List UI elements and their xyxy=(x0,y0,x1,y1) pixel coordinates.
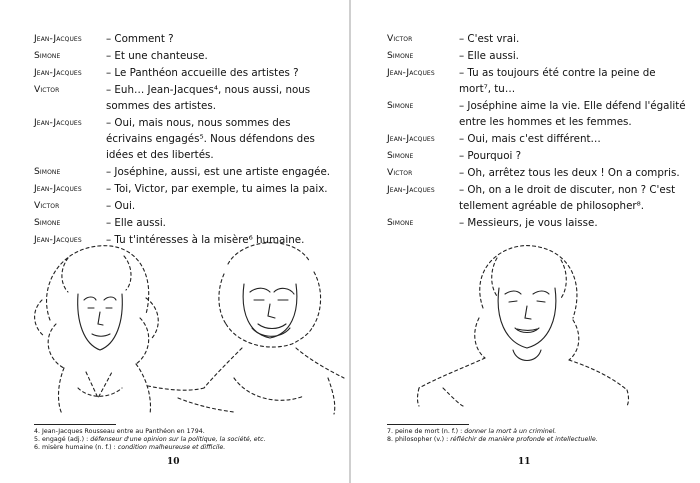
footnotes-left xyxy=(34,424,334,452)
speaker-name: Victor xyxy=(387,167,413,178)
speech-text: – Et une chanteuse. xyxy=(106,50,208,62)
speaker-name: Jean-Jacques xyxy=(34,183,82,194)
dialogue-line xyxy=(387,165,687,181)
dialogue-line xyxy=(34,181,334,197)
speaker-name: Jean-Jacques xyxy=(34,33,82,44)
speech-text: – Elle aussi. xyxy=(106,217,166,229)
dialogue-line xyxy=(387,31,687,47)
speaker-name: Simone xyxy=(387,217,414,228)
footnote xyxy=(34,428,334,436)
speech-text: – Messieurs, je vous laisse. xyxy=(459,217,598,229)
footnote-term: 8. philosopher (v.) : xyxy=(387,436,451,443)
footnote xyxy=(34,436,334,444)
speech-text: – Tu as toujours été contre la peine de mort⁷, tu… xyxy=(459,67,656,95)
speech-text: – Oh, arrêtez tous les deux ! On a compris. xyxy=(459,167,680,179)
speaker-name: Victor xyxy=(34,200,60,211)
speech-text: – Toi, Victor, par exemple, tu aimes la paix. xyxy=(106,183,328,195)
speaker-name: Jean-Jacques xyxy=(34,117,82,128)
dialogue-line xyxy=(387,131,687,147)
illustration-two-men xyxy=(28,228,349,416)
dialogue-line xyxy=(34,115,334,163)
footnote xyxy=(34,444,334,452)
dialogue-line xyxy=(34,31,334,47)
footnote xyxy=(387,436,687,444)
page-left xyxy=(0,0,349,483)
footnote-def: donner la mort à un criminel. xyxy=(464,428,557,435)
dialogue-line xyxy=(387,215,687,231)
page-right xyxy=(351,0,700,483)
footnote-def: défenseur d'une opinion sur la politique, la société, etc. xyxy=(90,436,266,443)
speaker-name: Jean-Jacques xyxy=(387,184,435,195)
speaker-name: Simone xyxy=(387,100,414,111)
dialogue-line xyxy=(34,82,334,114)
speech-text: – Oui, mais nous, nous sommes des écrivains engagés⁵. Nous défendons des idées et des libertés. xyxy=(106,117,315,161)
dialogue-line xyxy=(34,164,334,180)
footnote xyxy=(387,428,687,436)
speech-text: – Euh… Jean-Jacques⁴, nous aussi, nous sommes des artistes. xyxy=(106,84,311,112)
dialogue-line xyxy=(387,98,687,130)
footnote-def: condition malheureuse et difficile. xyxy=(117,444,226,451)
footnote-term: 5. engagé (adj.) : xyxy=(34,436,91,443)
footnote-term: 6. misère humaine (n. f.) : xyxy=(34,444,118,451)
speaker-name: Simone xyxy=(34,50,61,61)
speech-text: – Oh, on a le droit de discuter, non ? C'est tellement agréable de philosopher⁸. xyxy=(459,184,676,212)
speaker-name: Simone xyxy=(387,150,414,161)
dialogue-line xyxy=(387,148,687,164)
dialogue-right xyxy=(387,31,687,232)
speech-text: – Elle aussi. xyxy=(459,50,519,62)
footnote-term: 7. peine de mort (n. f.) : xyxy=(387,428,465,435)
illustration-woman xyxy=(413,238,633,408)
speaker-name: Simone xyxy=(34,217,61,228)
speaker-name: Victor xyxy=(387,33,413,44)
speaker-name: Simone xyxy=(34,166,61,177)
speaker-name: Jean-Jacques xyxy=(387,67,435,78)
footnote-rule xyxy=(387,424,469,425)
speaker-name: Simone xyxy=(387,50,414,61)
speech-text: – Oui, mais c'est différent… xyxy=(459,133,601,145)
speech-text: – Tu t'intéresses à la misère⁶ humaine. xyxy=(106,234,305,246)
speech-text: – Le Panthéon accueille des artistes ? xyxy=(106,67,299,79)
footnote-def: réfléchir de manière profonde et intellectuelle. xyxy=(450,436,598,443)
speaker-name: Jean-Jacques xyxy=(34,67,82,78)
page-number: 11 xyxy=(518,457,531,467)
footnotes-right xyxy=(387,424,687,444)
speaker-name: Jean-Jacques xyxy=(34,234,82,245)
speaker-name: Jean-Jacques xyxy=(387,133,435,144)
speech-text: – Joséphine, aussi, est une artiste engagée. xyxy=(106,166,331,178)
footnote-term: 4. Jean-Jacques Rousseau entre au Panthéon en 1794. xyxy=(34,428,205,435)
speech-text: – Joséphine aime la vie. Elle défend l'égalité entre les hommes et les femmes. xyxy=(459,100,686,128)
page-number: 10 xyxy=(167,457,180,467)
speaker-name: Victor xyxy=(34,84,60,95)
dialogue-left xyxy=(34,31,334,249)
dialogue-line xyxy=(34,48,334,64)
footnote-rule xyxy=(34,424,116,425)
speech-text: – Oui. xyxy=(106,200,136,212)
dialogue-line xyxy=(387,182,687,214)
dialogue-line xyxy=(387,65,687,97)
dialogue-line xyxy=(34,198,334,214)
dialogue-line xyxy=(34,65,334,81)
speech-text: – Pourquoi ? xyxy=(459,150,522,162)
dialogue-line xyxy=(387,48,687,64)
speech-text: – C'est vrai. xyxy=(459,33,520,45)
speech-text: – Comment ? xyxy=(106,33,174,45)
